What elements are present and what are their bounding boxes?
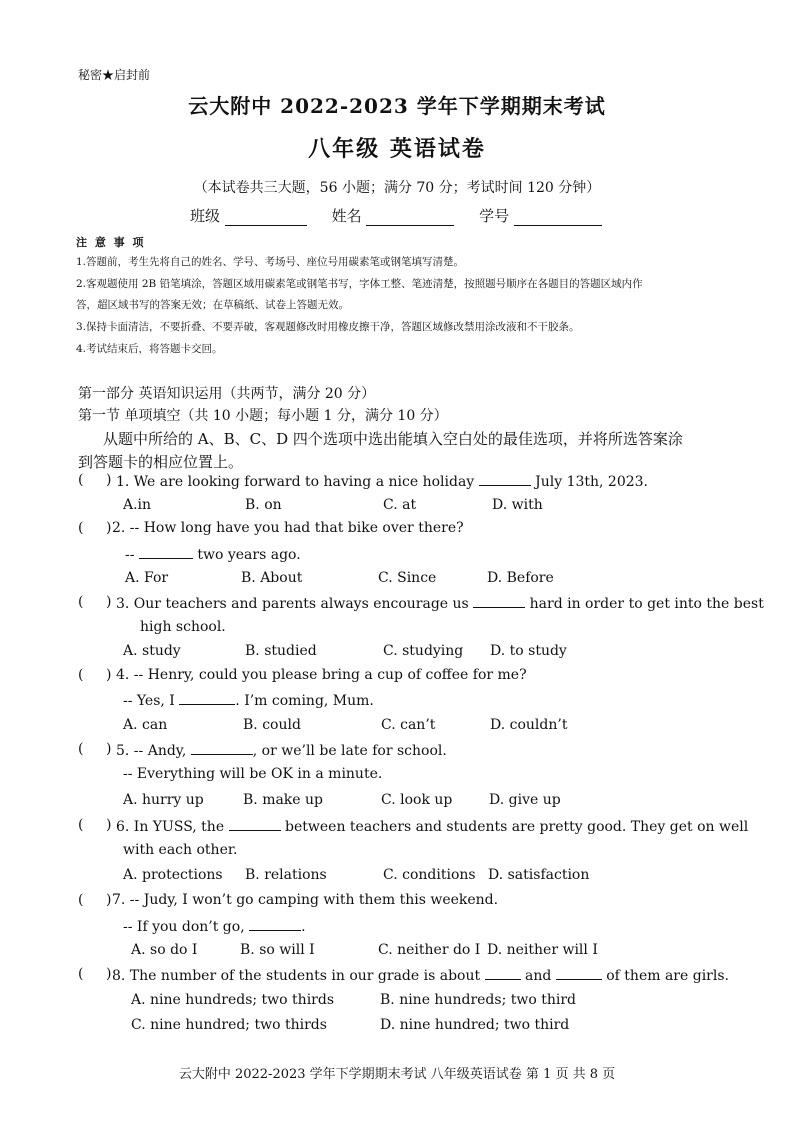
option-c[interactable]: C. can’t	[381, 717, 436, 733]
option-a[interactable]: A. can	[123, 717, 168, 733]
section1-title: 第一节 单项填空（共 10 小题；每小题 1 分，满分 10 分）	[78, 408, 448, 424]
option-a[interactable]: A. study	[123, 643, 181, 659]
id-label: 学号	[479, 207, 510, 225]
exam-info: （本试卷共三大题，56 小题；满分 70 分；考试时间 120 分钟）	[193, 180, 601, 196]
option-b[interactable]: B. make up	[243, 792, 324, 808]
option-a[interactable]: A. protections	[123, 867, 223, 883]
option-c[interactable]: C. nine hundred; two thirds	[131, 1017, 327, 1033]
notice-item: 1.答题前，考生先将自己的姓名、学号、考场号、座位号用碳素笔或钢笔填写清楚。	[76, 256, 465, 268]
option-b[interactable]: B. could	[243, 717, 301, 733]
instruction-line: 从题中所给的 A、B、C、D 四个选项中选出能填入空白处的最佳选项，并将所选答案涂	[103, 430, 683, 448]
option-c[interactable]: C. look up	[381, 792, 453, 808]
question-4: ( ) 4. -- Henry, could you please bring a cup of coffee for me?	[78, 667, 527, 683]
notice-heading: 注 意 事 项	[76, 236, 146, 249]
option-a[interactable]: A. nine hundreds; two thirds	[131, 992, 335, 1008]
question-5: ( ) 5. -- Andy, , or we’ll be late for school.	[78, 741, 447, 759]
option-b[interactable]: B. About	[241, 570, 303, 586]
answer-blank	[179, 691, 235, 705]
student-fields	[190, 205, 622, 226]
option-b[interactable]: B. so will I	[240, 942, 315, 958]
answer-blank	[229, 817, 281, 831]
question-7-reply: -- If you don’t go, .	[123, 919, 306, 935]
option-b[interactable]: B. on	[245, 497, 282, 513]
answer-blank	[479, 472, 531, 486]
question-8: ( ) 8. The number of the students in our grade is about and of them are girls.	[78, 966, 729, 984]
notice-item: 答，超区域书写的答案无效；在草稿纸、试卷上答题无效。	[76, 299, 349, 311]
page-footer: 云大附中 2022-2023 学年下学期期末考试 八年级英语试卷 第 1 页 共 8 页	[178, 1067, 616, 1082]
question-6: ( ) 6. In YUSS, the between teachers and students are pretty good. They get on well	[78, 817, 749, 835]
option-d[interactable]: D. nine hundred; two third	[380, 1017, 570, 1033]
answer-blank	[191, 741, 253, 755]
question-1: ( ) 1. We are looking forward to having a nice holiday July 13th, 2023.	[78, 472, 649, 490]
question-5-reply: -- Everything will be OK in a minute.	[123, 766, 383, 782]
option-c[interactable]: C. at	[383, 497, 417, 513]
notice-item: 3.保持卡面清洁，不要折叠、不要弄破，客观题修改时用橡皮擦干净，答题区域修改禁用涂改液和不干胶条。	[76, 321, 580, 333]
option-b[interactable]: B. relations	[245, 867, 327, 883]
notice-item: 2.客观题使用 2B 铅笔填涂，答题区域用碳素笔或钢笔书写，字体工整、笔迹清楚，按照题号顺序在各题目的答题区域内作	[76, 278, 643, 290]
exam-title: 云大附中 2022-2023 学年下学期期末考试	[188, 94, 606, 118]
option-d[interactable]: D. satisfaction	[488, 867, 590, 883]
option-a[interactable]: A.in	[123, 497, 152, 513]
class-label: 班级	[190, 207, 221, 225]
option-a[interactable]: A. so do I	[131, 942, 198, 958]
question-4-reply: -- Yes, I . I’m coming, Mum.	[123, 693, 374, 709]
option-d[interactable]: D. couldn’t	[490, 717, 568, 733]
option-b[interactable]: B. studied	[245, 643, 317, 659]
notice-item: 4.考试结束后，将答题卡交回。	[76, 343, 223, 355]
question-2-reply: -- two years ago.	[125, 547, 301, 563]
paper-subtitle: 八年级 英语试卷	[308, 136, 486, 162]
name-field[interactable]	[366, 209, 454, 226]
id-field[interactable]	[514, 209, 602, 226]
option-d[interactable]: D. neither will I	[487, 942, 598, 958]
option-c[interactable]: C. conditions	[383, 867, 476, 883]
question-2: ( ) 2. -- How long have you had that bike over there?	[78, 520, 464, 536]
option-d[interactable]: D. Before	[487, 570, 554, 586]
part1-title: 第一部分 英语知识运用（共两节，满分 20 分）	[78, 386, 376, 402]
question-3-cont: high school.	[140, 619, 226, 635]
question-3: ( ) 3. Our teachers and parents always encourage us hard in order to get into the best	[78, 594, 764, 612]
option-a[interactable]: A. For	[125, 570, 169, 586]
option-d[interactable]: D. to study	[490, 643, 567, 659]
question-6-cont: with each other.	[123, 842, 238, 858]
option-b[interactable]: B. nine hundreds; two third	[380, 992, 576, 1008]
answer-blank	[473, 594, 525, 608]
answer-blank	[556, 966, 602, 980]
answer-blank	[249, 917, 301, 931]
option-c[interactable]: C. Since	[378, 570, 437, 586]
option-c[interactable]: C. neither do I	[378, 942, 481, 958]
name-label: 姓名	[331, 207, 362, 225]
option-d[interactable]: D. give up	[489, 792, 561, 808]
answer-blank	[485, 966, 521, 980]
confidential-mark: 秘密★启封前	[78, 68, 151, 82]
option-d[interactable]: D. with	[492, 497, 543, 513]
option-a[interactable]: A. hurry up	[123, 792, 204, 808]
answer-blank	[139, 545, 193, 559]
question-7: ( ) 7. -- Judy, I won’t go camping with them this weekend.	[78, 892, 499, 908]
instruction-line: 到答题卡的相应位置上。	[78, 453, 244, 471]
option-c[interactable]: C. studying	[383, 643, 464, 659]
class-field[interactable]	[225, 209, 307, 226]
